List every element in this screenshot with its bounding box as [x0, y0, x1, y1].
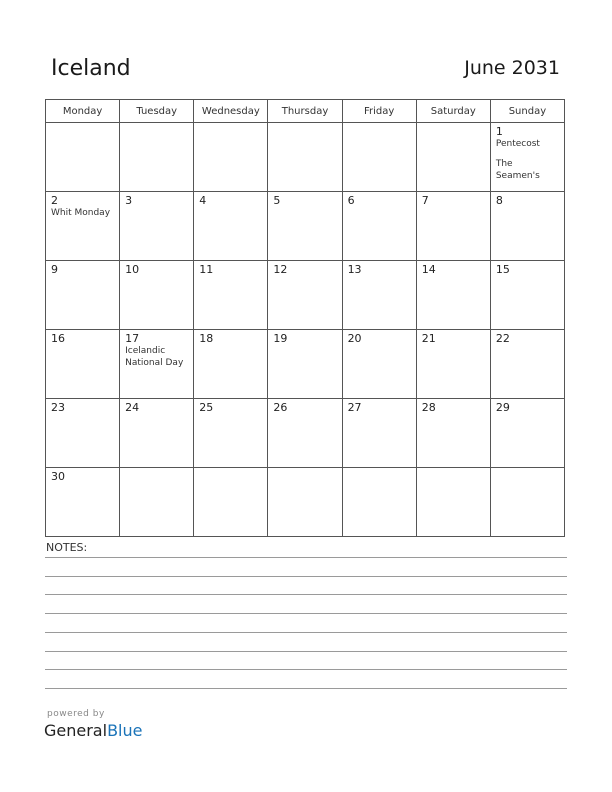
- day-number: 16: [51, 332, 65, 345]
- day-number: 6: [347, 194, 355, 207]
- day-cell-7: [416, 192, 490, 261]
- holiday-label: Whit Monday: [51, 208, 111, 218]
- day-number: 15: [495, 263, 510, 276]
- empty-day-cell: [416, 123, 490, 192]
- empty-day-cell: [416, 468, 490, 537]
- day-cell-3: [120, 192, 194, 261]
- day-cell-20: [342, 330, 416, 399]
- day-cell-21: [416, 330, 490, 399]
- day-number: 21: [421, 332, 436, 345]
- brand-blue: Blue: [107, 721, 143, 740]
- empty-day-cell: [342, 468, 416, 537]
- weekday-sunday: Sunday: [490, 100, 564, 123]
- day-number: 1: [495, 125, 503, 138]
- notes-line: [45, 688, 567, 689]
- day-number: 2: [51, 194, 58, 207]
- day-cell-27: [342, 399, 416, 468]
- holiday-label: Pentecost: [495, 139, 540, 149]
- empty-day-cell: [120, 123, 194, 192]
- day-cell-30: [46, 468, 120, 537]
- day-number: 12: [273, 263, 288, 276]
- notes-line: [45, 576, 567, 577]
- day-cell-26: [268, 399, 342, 468]
- day-cell-2: [46, 192, 120, 261]
- day-number: 5: [273, 194, 281, 207]
- day-number: 10: [125, 263, 140, 276]
- empty-day-cell: [194, 123, 268, 192]
- day-cell-16: [46, 330, 120, 399]
- weekday-wednesday: Wednesday: [194, 100, 268, 123]
- day-cell-25: [194, 399, 268, 468]
- day-cell-24: [120, 399, 194, 468]
- notes-line: [45, 669, 567, 670]
- empty-day-cell: [120, 468, 194, 537]
- day-number: 14: [421, 263, 436, 276]
- day-cell-6: [342, 192, 416, 261]
- notes-line: [45, 632, 567, 633]
- notes-line: [45, 557, 567, 558]
- weekday-thursday: Thursday: [268, 100, 342, 123]
- day-number: 23: [51, 401, 65, 414]
- notes-line: [45, 613, 567, 614]
- weekday-friday: Friday: [342, 100, 416, 123]
- empty-day-cell: [342, 123, 416, 192]
- day-cell-29: [490, 399, 564, 468]
- brand-general: General: [44, 721, 108, 740]
- day-cell-15: [490, 261, 564, 330]
- week-row: [46, 261, 565, 330]
- generalblue-logo[interactable]: [44, 721, 142, 740]
- empty-day-cell: [268, 468, 342, 537]
- week-row: [46, 330, 565, 399]
- empty-day-cell: [490, 468, 564, 537]
- day-number: 24: [125, 401, 140, 414]
- empty-day-cell: [194, 468, 268, 537]
- day-cell-28: [416, 399, 490, 468]
- day-number: 19: [273, 332, 288, 345]
- day-number: 26: [273, 401, 288, 414]
- notes-line: [45, 594, 567, 595]
- day-cell-22: [490, 330, 564, 399]
- powered-by-text: powered by: [47, 709, 105, 719]
- day-cell-12: [268, 261, 342, 330]
- empty-day-cell: [268, 123, 342, 192]
- calendar-grid: [45, 99, 565, 537]
- holiday-label: Icelandic National Day: [125, 346, 184, 368]
- day-number: 17: [125, 332, 140, 345]
- day-cell-19: [268, 330, 342, 399]
- week-row: [46, 123, 565, 192]
- day-number: 4: [199, 194, 207, 207]
- day-number: 27: [347, 401, 362, 414]
- day-number: 22: [495, 332, 510, 345]
- notes-line: [45, 651, 567, 652]
- day-cell-9: [46, 261, 120, 330]
- day-number: 9: [51, 263, 58, 276]
- weekday-header-row: [46, 100, 565, 123]
- day-number: 7: [421, 194, 429, 207]
- day-number: 8: [495, 194, 503, 207]
- day-cell-17: [120, 330, 194, 399]
- day-cell-10: [120, 261, 194, 330]
- day-cell-18: [194, 330, 268, 399]
- day-number: 3: [125, 194, 133, 207]
- calendar-country-title: Iceland: [51, 56, 131, 81]
- day-cell-5: [268, 192, 342, 261]
- calendar-month-title: June 2031: [464, 57, 560, 79]
- weekday-saturday: Saturday: [416, 100, 490, 123]
- day-cell-4: [194, 192, 268, 261]
- day-number: 25: [199, 401, 214, 414]
- week-row: [46, 468, 565, 537]
- holiday-label: The Seamen's: [495, 159, 540, 181]
- day-number: 29: [495, 401, 510, 414]
- day-cell-8: [490, 192, 564, 261]
- day-number: 30: [51, 470, 65, 483]
- notes-label: NOTES:: [46, 541, 88, 554]
- day-cell-13: [342, 261, 416, 330]
- day-number: 20: [347, 332, 362, 345]
- weekday-tuesday: Tuesday: [120, 100, 194, 123]
- day-number: 28: [421, 401, 436, 414]
- day-cell-11: [194, 261, 268, 330]
- day-cell-1: [490, 123, 564, 192]
- day-number: 13: [347, 263, 362, 276]
- week-row: [46, 399, 565, 468]
- day-number: 18: [199, 332, 214, 345]
- weekday-monday: Monday: [46, 100, 120, 123]
- day-number: 11: [199, 263, 214, 276]
- empty-day-cell: [46, 123, 120, 192]
- day-cell-23: [46, 399, 120, 468]
- day-cell-14: [416, 261, 490, 330]
- week-row: [46, 192, 565, 261]
